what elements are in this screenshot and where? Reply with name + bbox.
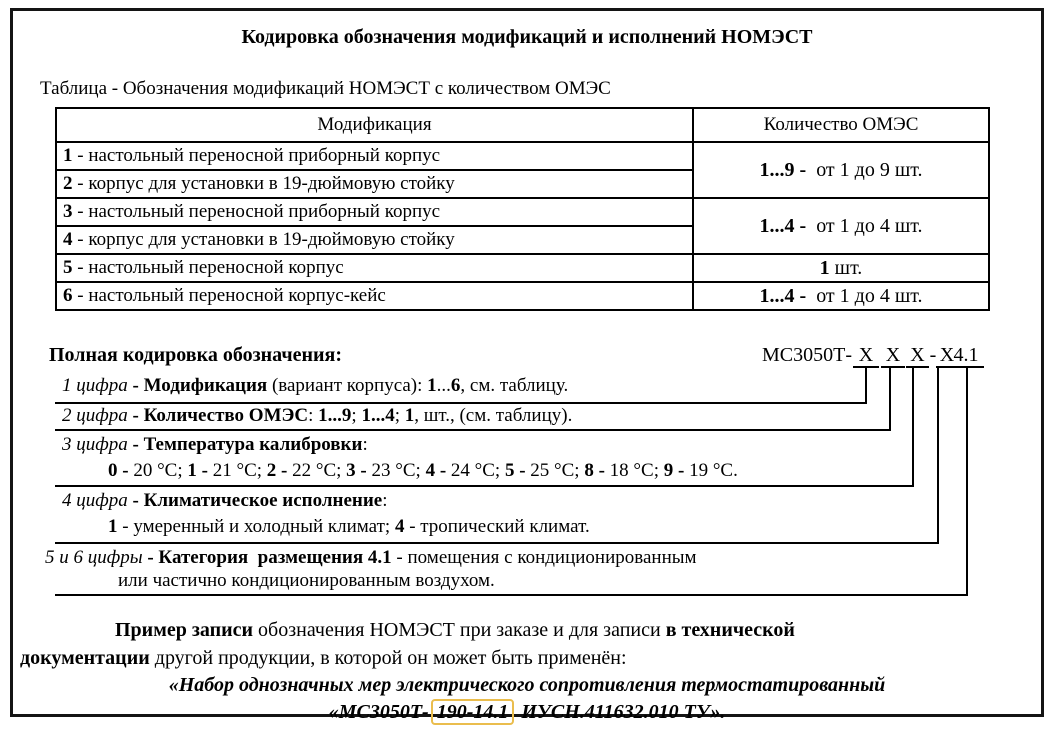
text-run: - Количество ОМЭС	[127, 405, 309, 426]
text-run: 6	[63, 285, 73, 306]
modification-cell	[56, 226, 693, 254]
quantity-cell	[693, 282, 989, 310]
text-run: - Температура калибровки	[127, 434, 363, 455]
text-run: ;	[394, 405, 405, 426]
text-run: 1...9	[318, 405, 352, 426]
table-row	[56, 142, 989, 170]
text-run: 24 °С;	[446, 460, 505, 481]
text-run: 1 -	[187, 460, 208, 481]
text-run: ИУСН.411632.010 ТУ».	[516, 701, 726, 723]
text-run: 3 -	[346, 460, 367, 481]
modification-cell	[56, 254, 693, 282]
text-run: 2 цифра	[62, 405, 128, 426]
underline-rule-2	[55, 429, 891, 431]
modification-cell	[56, 282, 693, 310]
text-run: документации	[20, 647, 150, 669]
text-run: - Модификация	[127, 375, 268, 396]
code-suffix: 4.1	[948, 344, 984, 368]
text-run: - Климатическое исполнение	[127, 490, 383, 511]
example-order-code	[0, 699, 1054, 726]
quantity-cell	[693, 142, 989, 198]
text-run: от 1 до 9 шт.	[806, 158, 923, 181]
table-row	[56, 282, 989, 310]
code-line-2	[62, 403, 572, 429]
text-run: 5	[63, 257, 73, 278]
connector-line-1	[865, 368, 867, 404]
text-run: - настольный переносной приборный корпус	[72, 201, 441, 222]
modification-cell	[56, 170, 693, 198]
text-run: «Набор однозначных мер электрического сопротивления термостатированный	[168, 674, 886, 696]
code-prefix: МС3050Т-	[762, 344, 852, 366]
text-run: 23 °С;	[366, 460, 426, 481]
text-run: 8 -	[584, 460, 605, 481]
text-run: 1	[404, 405, 415, 426]
table-header-row	[56, 108, 989, 142]
text-run: 18 °С;	[604, 460, 664, 481]
text-run: 1...4 -	[759, 284, 807, 307]
underline-rule-5	[55, 594, 968, 596]
modifications-table	[55, 107, 990, 311]
connector-line-2	[889, 368, 891, 431]
text-run: 6	[450, 375, 461, 396]
modification-cell	[56, 198, 693, 226]
text-run: 21 °С;	[207, 460, 267, 481]
text-run: 1	[427, 375, 437, 396]
text-run: 19 °С.	[684, 460, 738, 481]
highlight-box: 190-14.1	[431, 699, 515, 725]
text-run: 4 цифра	[62, 490, 128, 511]
code-line-4-values	[108, 514, 590, 540]
connector-line-3	[912, 368, 914, 487]
text-run: - помещения с кондиционированным	[391, 547, 697, 568]
underline-rule-4	[55, 542, 939, 544]
example-line-1	[115, 617, 795, 644]
text-run: от 1 до 4 шт.	[806, 214, 923, 237]
code-digit-3: X	[906, 344, 929, 368]
text-run: - настольный переносной корпус-кейс	[72, 285, 386, 306]
document-title: Кодировка обозначения модификаций и исполнений НОМЭСТ	[241, 26, 813, 48]
code-digit-2: X	[881, 344, 905, 368]
text-run: в технической	[665, 619, 795, 641]
text-run: 9 -	[663, 460, 685, 481]
code-line-5-cont	[118, 568, 495, 594]
text-run: , см. таблицу.	[460, 375, 569, 396]
code-separator: -	[929, 344, 937, 366]
table-row	[56, 254, 989, 282]
text-run: обозначения НОМЭСТ при заказе и для записи	[253, 619, 666, 641]
text-run: ;	[351, 405, 362, 426]
table-row	[56, 198, 989, 226]
modification-cell	[56, 142, 693, 170]
code-line-3-label	[62, 432, 368, 458]
text-run: 5 -	[504, 460, 526, 481]
text-run: 4	[394, 516, 405, 537]
text-run: - корпус для установки в 19-дюймовую стойку	[72, 173, 455, 194]
text-run: 1	[108, 516, 118, 537]
underline-rule-3	[55, 485, 914, 487]
example-line-2	[20, 645, 627, 672]
text-run: 5 и 6 цифры	[45, 547, 143, 568]
connector-line-5	[966, 368, 968, 596]
text-run: 1	[819, 256, 830, 279]
text-run: 1 цифра	[62, 375, 128, 396]
text-run: - настольный переносной корпус	[72, 257, 344, 278]
text-run: 0 -	[108, 460, 129, 481]
text-run: Пример записи	[115, 619, 254, 641]
connector-line-4	[937, 368, 939, 544]
text-run: (вариант корпуса):	[267, 375, 428, 396]
text-run: другой продукции, в которой он может быть применён:	[149, 647, 627, 669]
text-run: 1...4 -	[759, 214, 807, 237]
text-run: 20 °С;	[128, 460, 188, 481]
quantity-cell	[693, 198, 989, 254]
code-line-1	[62, 373, 568, 399]
text-run: :	[308, 405, 319, 426]
text-run: , шт., (см. таблицу).	[414, 405, 573, 426]
text-run: ...	[436, 375, 451, 396]
text-run: :	[362, 434, 368, 455]
col-header-quantity: Количество ОМЭС	[693, 108, 989, 142]
text-run: - Категория размещения 4.1	[142, 547, 392, 568]
full-coding-heading: Полная кодировка обозначения:	[49, 344, 343, 366]
text-run: 2 -	[266, 460, 288, 481]
text-run: - умеренный и холодный климат;	[117, 516, 395, 537]
text-run: 1...4	[361, 405, 395, 426]
col-header-modification: Модификация	[56, 108, 693, 142]
text-run: - тропический климат.	[404, 516, 590, 537]
table-caption: Таблица - Обозначения модификаций НОМЭСТ с количеством ОМЭС	[40, 78, 611, 99]
text-run: 1...9 -	[759, 158, 807, 181]
text-run: 3 цифра	[62, 434, 128, 455]
text-run: - настольный переносной приборный корпус	[72, 145, 441, 166]
text-run: :	[382, 490, 388, 511]
text-run: 3	[63, 201, 73, 222]
code-line-3-values	[108, 458, 738, 484]
text-run: 1	[63, 145, 73, 166]
text-run: 25 °С;	[525, 460, 585, 481]
text-run: 2	[63, 173, 73, 194]
code-line-4-label	[62, 488, 387, 514]
text-run: 4 -	[425, 460, 447, 481]
quantity-cell	[693, 254, 989, 282]
text-run: шт.	[829, 256, 863, 279]
text-run: «МС3050Т-	[328, 701, 429, 723]
text-run: 4	[63, 229, 73, 250]
text-run: - корпус для установки в 19-дюймовую стойку	[72, 229, 455, 250]
text-run: 22 °С;	[287, 460, 347, 481]
code-digit-4: X	[936, 344, 958, 368]
code-digit-1: X	[853, 344, 879, 368]
text-run: или частично кондиционированным воздухом.	[118, 570, 495, 591]
text-run: от 1 до 4 шт.	[806, 284, 923, 307]
example-product-name	[0, 672, 1054, 699]
